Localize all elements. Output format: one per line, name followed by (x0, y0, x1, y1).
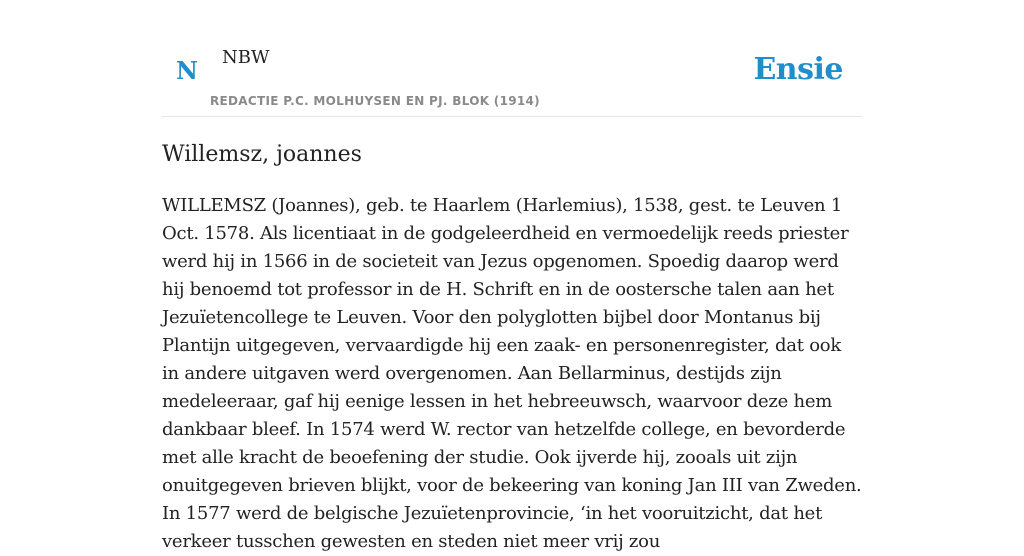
ensie-logo-link[interactable]: Ensie (753, 52, 843, 87)
site-header (162, 0, 862, 117)
source-logo-icon[interactable]: N (176, 56, 198, 85)
source-subtitle: REDACTIE P.C. MOLHUYSEN EN PJ. BLOK (1914) (210, 94, 540, 108)
source-title-link[interactable]: NBW (222, 47, 270, 68)
article-body: WILLEMSZ (Joannes), geb. te Haarlem (Harlemius), 1538, gest. te Leuven 1 Oct. 1578. Als licentiaat in de godgeleerdheid en vermoedelijk reeds priester werd hij in 1566 in de societeit van Jezus opgenomen. Spoedig daarop werd hij benoemd tot professor in de H. Schrift en in de oostersche talen aan het Jezuïetencollege te Leuven. Voor den polyglotten bijbel door Montanus bij Plantijn uitgegeven, vervaardigde hij een zaak- en personenregister, dat ook in andere uitgaven werd overgenomen. Aan Bellarminus, destijds zijn medeleeraar, gaf hij eenige lessen in het hebreeuwsch, waarvoor deze hem dankbaar bleef. In 1574 werd W. rector van hetzelfde college, en bevorderde met alle kracht de beoefening der studie. Ook ijverde hij, zooals uit zijn onuitgegeven brieven blijkt, voor de bekeering van koning Jan III van Zweden. In 1577 werd de belgische Jezuïetenprovincie, ‘in het vooruitzicht, dat het verkeer tusschen gewesten en steden niet meer vrij zou (162, 195, 862, 552)
article-title: Willemsz, joannes (162, 142, 362, 167)
